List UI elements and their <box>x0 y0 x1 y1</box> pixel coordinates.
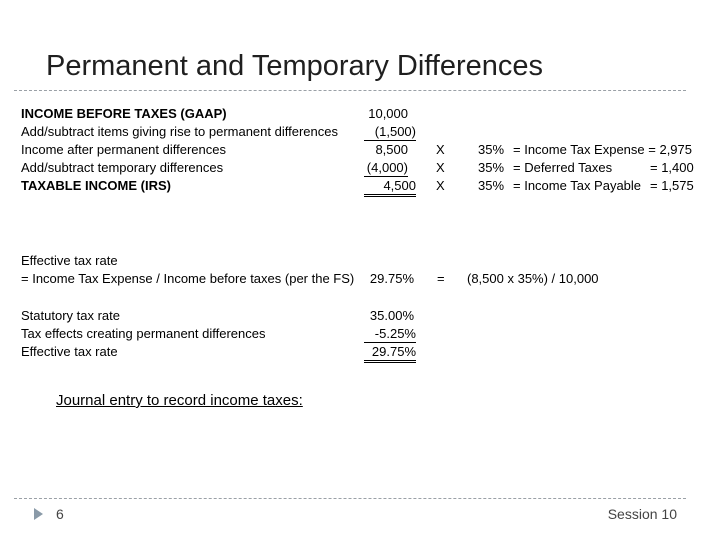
tax-rate: 35% <box>478 178 505 193</box>
permanent-items-value: (1,500) <box>364 123 416 141</box>
taxable-income-value: 4,500 <box>364 177 416 197</box>
effective-tax-rate-calc: (8,500 x 35%) / 10,000 <box>467 271 599 286</box>
effective-tax-rate-total: 29.75% <box>364 343 416 363</box>
deferred-taxes-label: = Deferred Taxes <box>513 160 613 175</box>
permanent-tax-effects-label: Tax effects creating permanent differences <box>21 326 266 341</box>
footer-divider <box>14 498 686 499</box>
equals-sign: = <box>437 271 445 286</box>
deferred-taxes-value: = 1,400 <box>650 160 694 175</box>
effective-tax-rate-heading: Effective tax rate <box>21 253 118 268</box>
effective-tax-rate-label: Effective tax rate <box>21 344 118 359</box>
effective-tax-rate-formula: = Income Tax Expense / Income before taxes (per the FS) <box>21 271 355 286</box>
title-divider <box>14 90 686 91</box>
multiply-sign: X <box>436 178 445 193</box>
multiply-sign: X <box>436 160 445 175</box>
income-tax-payable-value: = 1,575 <box>650 178 694 193</box>
multiply-sign: X <box>436 142 445 157</box>
statutory-tax-rate-label: Statutory tax rate <box>21 308 120 323</box>
temporary-differences-value: (4,000) <box>364 159 408 177</box>
effective-tax-rate-value: 29.75% <box>369 271 414 286</box>
page-title: Permanent and Temporary Differences <box>46 50 544 82</box>
income-before-taxes-value: 10,000 <box>368 106 408 121</box>
journal-entry-heading: Journal entry to record income taxes: <box>56 392 303 409</box>
taxable-income-label: TAXABLE INCOME (IRS) <box>21 178 171 193</box>
income-after-permanent-label: Income after permanent differences <box>21 142 226 157</box>
income-tax-expense-result: = Income Tax Expense = 2,975 <box>513 142 692 157</box>
tax-rate: 35% <box>478 142 505 157</box>
income-after-permanent-value: 8,500 <box>375 142 408 157</box>
income-tax-payable-label: = Income Tax Payable <box>513 178 642 193</box>
permanent-tax-effects-value: -5.25% <box>364 325 416 343</box>
session-label: Session 10 <box>607 506 677 522</box>
tax-rate: 35% <box>478 160 505 175</box>
permanent-items-label: Add/subtract items giving rise to permanent differences <box>21 124 338 139</box>
bullet-triangle-icon <box>34 508 43 520</box>
income-before-taxes-label: INCOME BEFORE TAXES (GAAP) <box>21 106 227 121</box>
statutory-tax-rate-value: 35.00% <box>369 308 414 323</box>
page-number: 6 <box>56 506 64 522</box>
temporary-differences-label: Add/subtract temporary differences <box>21 160 224 175</box>
